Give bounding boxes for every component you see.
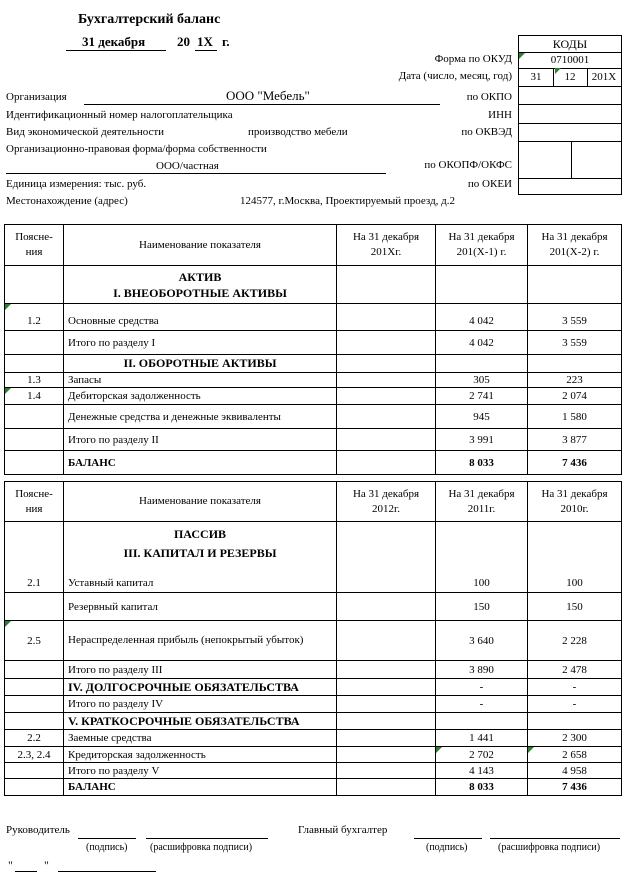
cell-marker bbox=[528, 747, 534, 753]
note-cell bbox=[5, 405, 64, 429]
date-month-line[interactable] bbox=[58, 871, 156, 872]
value-cell: 100 bbox=[436, 522, 528, 593]
assets-table bbox=[4, 224, 622, 475]
table-row bbox=[5, 730, 622, 747]
address-value: 124577, г.Москва, Проектируемый проезд, д.2 bbox=[240, 195, 456, 207]
year-underline bbox=[195, 50, 217, 51]
org-underline bbox=[84, 104, 440, 105]
table-row bbox=[5, 522, 622, 593]
value-cell bbox=[528, 747, 622, 763]
table-row bbox=[5, 679, 622, 696]
table-row bbox=[5, 451, 622, 475]
table-cell bbox=[337, 266, 436, 304]
note-value: 1.4 bbox=[27, 390, 41, 402]
report-date-day: 31 декабря bbox=[82, 34, 146, 49]
value-cell: - bbox=[528, 696, 622, 713]
value-cell: - bbox=[436, 679, 528, 696]
note-cell bbox=[5, 713, 64, 730]
table-row bbox=[5, 661, 622, 679]
value-cell: 8 033 bbox=[436, 779, 528, 796]
table-row bbox=[5, 331, 622, 355]
org-label: Организация bbox=[6, 91, 67, 103]
report-date-suffix: г. bbox=[222, 34, 230, 49]
section-title: ПАССИВ bbox=[173, 527, 227, 541]
cell-marker bbox=[436, 747, 442, 753]
okpo-label: по ОКПО bbox=[466, 91, 512, 103]
table-row bbox=[5, 621, 622, 661]
col-name-header: Наименование показателя bbox=[64, 482, 337, 522]
name-cell: Итого по разделу II bbox=[64, 429, 337, 451]
liabilities-table bbox=[4, 481, 622, 796]
form-title: Бухгалтерский баланс bbox=[78, 12, 221, 27]
date-day-line[interactable] bbox=[15, 871, 37, 872]
section-title: АКТИВ bbox=[178, 269, 222, 284]
note-cell bbox=[5, 451, 64, 475]
date-day-code: 31 bbox=[519, 68, 554, 86]
value-cell bbox=[337, 522, 436, 593]
accountant-sign-caption: (подпись) bbox=[426, 842, 468, 853]
value-cell bbox=[337, 696, 436, 713]
table-row bbox=[5, 388, 622, 405]
value-cell: 4 042 bbox=[436, 331, 528, 355]
activity-value: производство мебели bbox=[248, 126, 348, 138]
value-cell: 2 074 bbox=[528, 388, 622, 405]
note-value: 1.2 bbox=[27, 315, 41, 327]
subsection-title: II. ОБОРОТНЫЕ АКТИВЫ bbox=[64, 355, 337, 373]
name-cell: Основные средства bbox=[64, 304, 337, 331]
value-cell: 4 958 bbox=[528, 763, 622, 779]
section-title-cell bbox=[64, 266, 337, 304]
table-row bbox=[5, 429, 622, 451]
value-cell: 945 bbox=[436, 405, 528, 429]
cell-value: 2 702 bbox=[469, 748, 494, 761]
value-cell bbox=[337, 747, 436, 763]
okei-label: по ОКЕИ bbox=[467, 178, 512, 190]
form-underline bbox=[6, 173, 386, 174]
date-quote-open: " bbox=[8, 858, 13, 872]
value-cell bbox=[337, 388, 436, 405]
value-cell: 3 559 bbox=[528, 331, 622, 355]
inn-label: ИНН bbox=[488, 109, 512, 121]
table-row bbox=[5, 373, 622, 388]
name-cell: Нераспределенная прибыль (непокрытый убыток) bbox=[64, 621, 337, 661]
date-month-code: 12 bbox=[553, 68, 588, 86]
table-row bbox=[5, 593, 622, 621]
table-header-row bbox=[5, 482, 622, 522]
head-signature-line[interactable] bbox=[78, 838, 136, 839]
subsection-title: III. КАПИТАЛ И РЕЗЕРВЫ bbox=[123, 546, 277, 560]
address-label: Местонахождение (адрес) bbox=[6, 195, 128, 207]
accountant-decode-caption: (расшифровка подписи) bbox=[498, 842, 601, 853]
subsection-title: I. ВНЕОБОРОТНЫЕ АКТИВЫ bbox=[113, 285, 287, 300]
value-cell bbox=[337, 730, 436, 747]
value-cell: 2 741 bbox=[436, 388, 528, 405]
value-cell: 3 640 bbox=[436, 621, 528, 661]
col-current-header: На 31 декабря 201Хг. bbox=[337, 225, 436, 266]
subsection-title: V. КРАТКОСРОЧНЫЕ ОБЯЗАТЕЛЬСТВА bbox=[64, 713, 337, 730]
okopf-label: по ОКОПФ/ОКФС bbox=[424, 159, 512, 171]
name-cell: Итого по разделу IV bbox=[64, 696, 337, 713]
inn-field-label: Идентификационный номер налогоплательщика bbox=[6, 109, 233, 121]
okud-label: Форма по ОКУД bbox=[434, 53, 512, 65]
col-notes-header: Поясне-ния bbox=[5, 482, 64, 522]
table-row bbox=[5, 304, 622, 331]
table-row bbox=[5, 355, 622, 373]
accountant-decode-line[interactable] bbox=[490, 838, 620, 839]
note-cell bbox=[5, 696, 64, 713]
note-cell: 2.3, 2.4 bbox=[5, 747, 64, 763]
name-cell: Дебиторская задолженность bbox=[64, 388, 337, 405]
table-row bbox=[5, 747, 622, 763]
table-row bbox=[5, 405, 622, 429]
name-cell: Итого по разделу I bbox=[64, 331, 337, 355]
table-row bbox=[5, 696, 622, 713]
value-cell bbox=[337, 331, 436, 355]
head-label: Руководитель bbox=[6, 824, 70, 836]
report-date-year: 1Х bbox=[197, 34, 213, 49]
date-quote-close: " bbox=[44, 858, 49, 872]
value-cell: 150 bbox=[436, 593, 528, 621]
okud-code: 0710001 bbox=[519, 52, 621, 69]
name-cell: Итого по разделу III bbox=[64, 661, 337, 679]
okved-label: по ОКВЭД bbox=[461, 126, 512, 138]
col-current-header: На 31 декабря 2012г. bbox=[337, 482, 436, 522]
note-cell bbox=[5, 304, 64, 331]
name-cell: Запасы bbox=[64, 373, 337, 388]
value-cell bbox=[337, 429, 436, 451]
value-cell: 223 bbox=[528, 373, 622, 388]
value-cell bbox=[337, 355, 436, 373]
note-cell bbox=[5, 779, 64, 796]
col-prev-header: На 31 декабря 2011г. bbox=[436, 482, 528, 522]
value-cell bbox=[337, 373, 436, 388]
value-cell bbox=[436, 747, 528, 763]
value-cell: 150 bbox=[528, 593, 622, 621]
accountant-label: Главный бухгалтер bbox=[298, 824, 388, 836]
head-decode-line[interactable] bbox=[146, 838, 268, 839]
form-value: ООО/частная bbox=[156, 160, 219, 172]
divider bbox=[519, 178, 621, 179]
col-notes-header: Поясне-ния bbox=[5, 225, 64, 266]
note-cell bbox=[5, 763, 64, 779]
note-cell bbox=[5, 331, 64, 355]
date-underline bbox=[66, 50, 166, 51]
table-row bbox=[5, 713, 622, 730]
report-date-prefix: 20 bbox=[177, 34, 190, 49]
note-cell bbox=[5, 429, 64, 451]
col-name-header: Наименование показателя bbox=[64, 225, 337, 266]
value-cell bbox=[337, 405, 436, 429]
value-cell: 305 bbox=[436, 373, 528, 388]
section-row bbox=[5, 266, 622, 304]
name-cell: Денежные средства и денежные эквиваленты bbox=[64, 405, 337, 429]
col-prev-header: На 31 декабря 201(Х-1) г. bbox=[436, 225, 528, 266]
value-cell: 3 890 bbox=[436, 661, 528, 679]
value-cell: 7 436 bbox=[528, 779, 622, 796]
activity-label: Вид экономической деятельности bbox=[6, 126, 165, 138]
value-cell bbox=[337, 451, 436, 475]
divider bbox=[519, 123, 621, 124]
value-cell bbox=[528, 713, 622, 730]
divider bbox=[571, 141, 572, 178]
divider bbox=[519, 104, 621, 105]
head-sign-caption: (подпись) bbox=[86, 842, 128, 853]
value-cell bbox=[337, 621, 436, 661]
name-cell: Заемные средства bbox=[64, 730, 337, 747]
cell-marker bbox=[519, 53, 525, 59]
value-cell: - bbox=[528, 679, 622, 696]
name-cell bbox=[64, 522, 337, 593]
table-cell bbox=[528, 266, 622, 304]
note-cell: 2.2 bbox=[5, 730, 64, 747]
note-cell bbox=[5, 679, 64, 696]
name-cell: Итого по разделу V bbox=[64, 763, 337, 779]
value-cell bbox=[337, 304, 436, 331]
date-year-code: 201Х bbox=[591, 71, 617, 83]
value-cell: 4 042 bbox=[436, 304, 528, 331]
table-row bbox=[5, 763, 622, 779]
value-cell: 4 143 bbox=[436, 763, 528, 779]
name-cell: Кредиторская задолженность bbox=[64, 747, 337, 763]
note-cell bbox=[5, 593, 64, 621]
note-cell bbox=[5, 388, 64, 405]
note-cell bbox=[5, 621, 64, 661]
date-label: Дата (число, месяц, год) bbox=[398, 70, 512, 82]
value-cell: 100 bbox=[528, 522, 622, 593]
row-label: Уставный капитал bbox=[68, 577, 154, 589]
date-codes-row bbox=[519, 68, 621, 87]
table-row bbox=[5, 779, 622, 796]
note-value: 2.5 bbox=[27, 634, 41, 647]
name-cell: БАЛАНС bbox=[64, 451, 337, 475]
value-cell: 2 478 bbox=[528, 661, 622, 679]
cell-marker bbox=[5, 304, 11, 310]
value-cell: 1 441 bbox=[436, 730, 528, 747]
value-cell: 2 228 bbox=[528, 621, 622, 661]
value-cell: 8 033 bbox=[436, 451, 528, 475]
value-cell: 7 436 bbox=[528, 451, 622, 475]
codes-title: КОДЫ bbox=[519, 36, 621, 53]
value-cell bbox=[337, 661, 436, 679]
value-cell bbox=[436, 713, 528, 730]
divider bbox=[519, 141, 621, 142]
value-cell: 1 580 bbox=[528, 405, 622, 429]
note-cell: 1.3 bbox=[5, 373, 64, 388]
value-cell: 3 991 bbox=[436, 429, 528, 451]
name-cell: Резервный капитал bbox=[64, 593, 337, 621]
value-cell bbox=[337, 593, 436, 621]
name-cell: БАЛАНС bbox=[64, 779, 337, 796]
note-cell bbox=[5, 661, 64, 679]
value-cell: - bbox=[436, 696, 528, 713]
col-prev2-header: На 31 декабря 2010г. bbox=[528, 482, 622, 522]
value-cell: 3 877 bbox=[528, 429, 622, 451]
value-cell: 3 559 bbox=[528, 304, 622, 331]
form-label: Организационно-правовая форма/форма собственности bbox=[6, 143, 267, 155]
table-cell bbox=[5, 266, 64, 304]
accountant-signature-line[interactable] bbox=[414, 838, 482, 839]
value-cell bbox=[337, 679, 436, 696]
org-name: ООО "Мебель" bbox=[226, 88, 310, 103]
col-prev2-header: На 31 декабря 201(Х-2) г. bbox=[528, 225, 622, 266]
value-cell bbox=[528, 355, 622, 373]
unit-label: Единица измерения: тыс. руб. bbox=[6, 178, 147, 190]
value-cell: 2 300 bbox=[528, 730, 622, 747]
value-cell bbox=[436, 355, 528, 373]
value-cell bbox=[337, 763, 436, 779]
note-cell: 2.1 bbox=[5, 522, 64, 593]
table-cell bbox=[436, 266, 528, 304]
value-cell bbox=[337, 713, 436, 730]
subsection-title: IV. ДОЛГОСРОЧНЫЕ ОБЯЗАТЕЛЬСТВА bbox=[64, 679, 337, 696]
cell-marker bbox=[5, 621, 11, 627]
value-cell bbox=[337, 779, 436, 796]
cell-marker bbox=[5, 388, 11, 394]
cell-value: 2 658 bbox=[562, 748, 587, 761]
head-decode-caption: (расшифровка подписи) bbox=[150, 842, 253, 853]
table-header-row bbox=[5, 225, 622, 266]
codes-box bbox=[518, 35, 622, 195]
note-cell bbox=[5, 355, 64, 373]
